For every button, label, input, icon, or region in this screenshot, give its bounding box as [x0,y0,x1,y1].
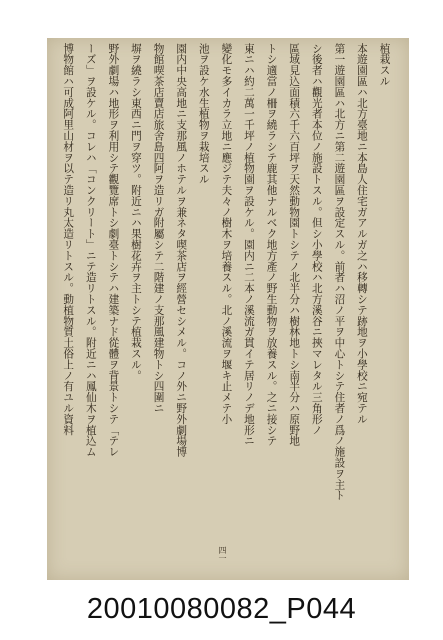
text-column: 池ヲ設ケ水生植物ヲ栽培スル [197,43,210,185]
text-column: 植栽スル [378,43,391,87]
text-column: 東ニハ約二萬一千坪ノ植物園ヲ設ケル。園内ニ二本ノ溪流ガ貫イテ居リノデ地形ニ [242,43,255,447]
text-column: 塀ヲ繞ラシ東西ニ門ヲ穿ツ。附近ニハ果樹花卉ヲ主トシテ植栽スル。 [129,43,142,381]
text-column: 園内中央高地ニ支那風ノホテルヲ兼ネタ喫茶店ヲ經營セシメル。コノ外ニ野外劇場博 [175,43,188,458]
text-column: ーズ」ヲ設ケル。コレハ「コンクリート」ニテ造リトスル。附近ニハ鳳仙木ヲ植込ム [84,43,97,458]
text-column: 野外劇場ハ地形ヲ利用シテ觀覽席トシ劇臺トシテハ建築ナド從體ヲ背景トシテ「テレ [107,43,120,458]
text-column: 區域見込面積六千六百坪ヲ天然動物園トシテノ北半分ハ樹林地トシ南半分ハ原野地 [288,43,301,447]
text-column: 本遊園區ハ北方臺地ニ本島人住宅ガアルガ之ハ移轉シテ跡地ヲ小學校ニ宛テル [355,43,368,425]
text-column: シ後者ハ觀光者本位ノ施設トスル。但シ小學校ハ北方溪谷ニ挾マレタル三角形ノ [310,43,323,436]
text-column: 變化モ多イカラ立地ニ應ジテ夫々ノ樹木ヲ培養スル。北ノ溪流ヲ堰キ止メテ小 [220,43,233,425]
document-page [47,38,409,580]
text-column: トシ適當ノ柵ヲ繞ラシテ鹿其他ナルベク地方產ノ野生動物ヲ放養スル。之ニ接シテ [265,43,278,447]
text-column: 物館喫茶店賣店旅舍島四阿ヲ造リガ附屬シテ二階建ノ支那風建物トシ四圍ニ [152,43,165,414]
page-number: 四一 [218,546,227,562]
image-caption: 20010080082_P044 [86,593,357,625]
text-column: 博物館ハ可成阿里山材ヲ以テ造リ丸太造リトスル。動植物質土俗上ノ有ユル資料 [62,43,75,436]
vertical-text-block [57,43,397,563]
text-column: 第一遊園區ハ北方ニ第二遊園區ヲ設定スル。前者ハ沼ノ平ヲ中心トシテ住者ノ爲ノ施設ヲ主ト [333,43,346,501]
